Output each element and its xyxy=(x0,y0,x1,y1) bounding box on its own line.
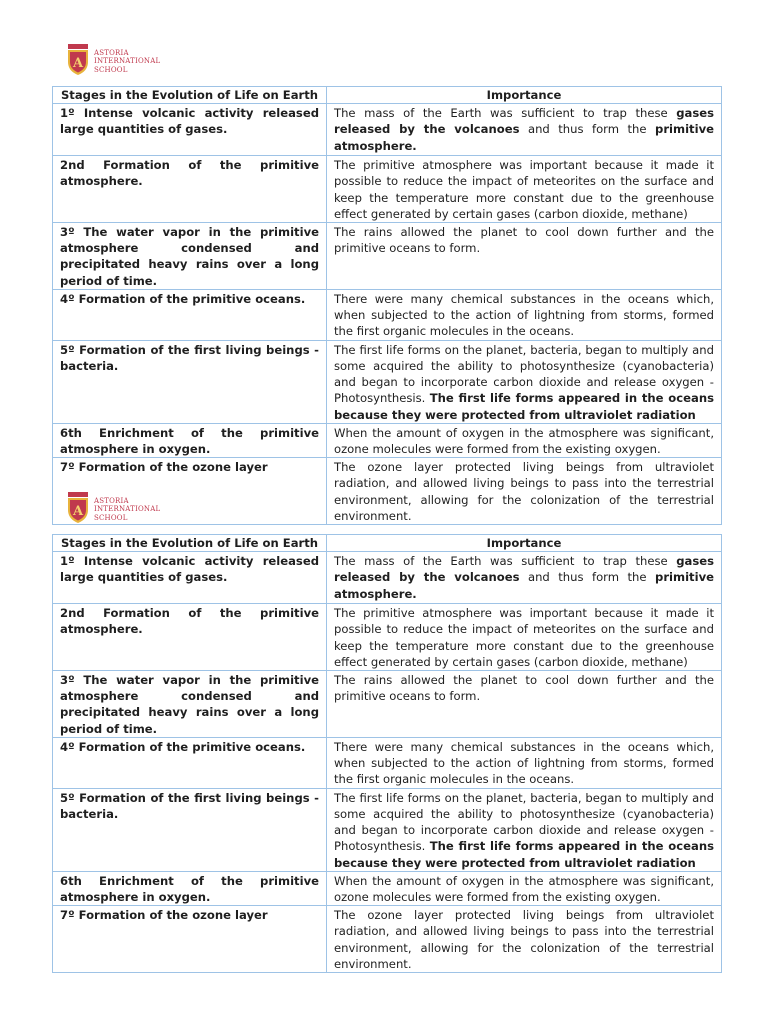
shield-icon xyxy=(66,44,90,76)
importance-cell xyxy=(327,737,722,788)
stage-cell: 4º Formation of the primitive oceans. xyxy=(53,289,327,340)
table-row xyxy=(53,906,722,973)
importance-text: The ozone layer protected living beings from ultraviolet radiation, and allowed living beings to pass into the terrestrial environment, allowing for the colonization of the terrestrial environment. xyxy=(334,908,714,971)
stages-header: Stages in the Evolution of Life on Earth xyxy=(53,87,327,104)
importance-cell xyxy=(327,340,722,423)
table-row xyxy=(53,737,722,788)
table-row xyxy=(53,104,722,156)
importance-cell xyxy=(327,871,722,905)
importance-text: and thus form the xyxy=(519,122,656,137)
table-row xyxy=(53,671,722,738)
importance-text: The primitive atmosphere was important because it made it possible to reduce the impact of meteorites on the surface and keep the temperature more constant due to the greenhouse effect generated by certain gases (carbon dioxide, methane) xyxy=(334,158,714,221)
importance-text: The first life forms on the planet, bacteria, began to multiply and some acquired the ability to photosynthesize (cyanobacteria) and began to incorporate carbon dioxide and release oxygen - Photosynthesis. xyxy=(334,790,714,854)
stage-cell: 3º The water vapor in the primitive atmosphere condensed and precipitated heavy rains over a long period of time. xyxy=(53,223,327,290)
evolution-table xyxy=(52,534,722,973)
school-name-line: SCHOOL xyxy=(94,65,128,74)
importance-cell xyxy=(327,104,722,156)
table-row xyxy=(53,423,722,457)
importance-cell xyxy=(327,906,722,973)
stage-cell: 5º Formation of the first living beings - bacteria. xyxy=(53,788,327,871)
table-row xyxy=(53,604,722,671)
importance-cell xyxy=(327,289,722,340)
stage-cell: 4º Formation of the primitive oceans. xyxy=(53,737,327,788)
importance-text: The mass of the Earth was sufficient to trap these xyxy=(334,554,677,569)
importance-text: There were many chemical substances in the oceans which, when subjected to the action of lightning from storms, formed the first organic molecules in the oceans. xyxy=(334,291,714,339)
importance-header: Importance xyxy=(327,87,722,104)
importance-text: When the amount of oxygen in the atmosphere was significant, ozone molecules were formed from the existing oxygen. xyxy=(334,425,714,457)
table-header-row xyxy=(53,535,722,552)
importance-cell xyxy=(327,458,722,525)
table-row xyxy=(53,788,722,871)
importance-cell xyxy=(327,671,722,738)
importance-cell xyxy=(327,223,722,290)
importance-emphasis: gases released by the volcanoes xyxy=(334,554,714,585)
importance-emphasis: primitive atmosphere. xyxy=(334,570,714,601)
stage-cell: 7º Formation of the ozone layer xyxy=(53,906,327,973)
logo-letter: A xyxy=(72,56,84,71)
table-row xyxy=(53,289,722,340)
importance-text: There were many chemical substances in the oceans which, when subjected to the action of lightning from storms, formed the first organic molecules in the oceans. xyxy=(334,739,714,787)
stage-cell: 7º Formation of the ozone layer xyxy=(53,458,327,525)
stage-cell: 1º Intense volcanic activity released large quantities of gases. xyxy=(53,552,327,604)
importance-text: The primitive atmosphere was important because it made it possible to reduce the impact of meteorites on the surface and keep the temperature more constant due to the greenhouse effect generated by certain gases (carbon dioxide, methane) xyxy=(334,606,714,669)
table-row xyxy=(53,156,722,223)
school-name-line: INTERNATIONAL xyxy=(94,57,161,66)
table-row xyxy=(53,552,722,604)
importance-cell xyxy=(327,552,722,604)
evolution-table xyxy=(52,86,722,525)
school-logo xyxy=(66,492,176,526)
importance-cell xyxy=(327,423,722,457)
importance-cell xyxy=(327,604,722,671)
importance-cell xyxy=(327,788,722,871)
logo-letter: A xyxy=(72,504,84,519)
school-logo xyxy=(66,44,176,78)
stage-cell: 2nd Formation of the primitive atmosphere. xyxy=(53,156,327,223)
importance-header: Importance xyxy=(327,535,722,552)
table-header-row xyxy=(53,87,722,104)
school-name xyxy=(94,49,160,74)
importance-text: The rains allowed the planet to cool down further and the primitive oceans to form. xyxy=(334,673,714,704)
school-name-line: ASTORIA xyxy=(94,49,129,57)
shield-icon xyxy=(66,492,90,524)
stages-header: Stages in the Evolution of Life on Earth xyxy=(53,535,327,552)
school-name-line: ASTORIA xyxy=(94,497,129,505)
school-name-line: SCHOOL xyxy=(94,513,128,522)
importance-cell xyxy=(327,156,722,223)
importance-emphasis: gases released by the volcanoes xyxy=(334,106,714,137)
importance-text: When the amount of oxygen in the atmosphere was significant, ozone molecules were formed from the existing oxygen. xyxy=(334,873,714,905)
importance-text: The mass of the Earth was sufficient to trap these xyxy=(334,106,677,121)
importance-text: The first life forms on the planet, bacteria, began to multiply and some acquired the ability to photosynthesize (cyanobacteria) and began to incorporate carbon dioxide and release oxygen - Photosynthesis. xyxy=(334,342,714,406)
stage-cell: 6th Enrichment of the primitive atmosphere in oxygen. xyxy=(53,423,327,457)
importance-emphasis: The first life forms appeared in the oceans because they were protected from ultraviolet radiation xyxy=(334,391,714,422)
importance-emphasis: primitive atmosphere. xyxy=(334,122,714,153)
school-name-line: INTERNATIONAL xyxy=(94,505,161,514)
importance-text: The ozone layer protected living beings from ultraviolet radiation, and allowed living beings to pass into the terrestrial environment, allowing for the colonization of the terrestrial environment. xyxy=(334,460,714,523)
stage-cell: 1º Intense volcanic activity released large quantities of gases. xyxy=(53,104,327,156)
importance-text: The rains allowed the planet to cool down further and the primitive oceans to form. xyxy=(334,225,714,256)
importance-text: and thus form the xyxy=(519,570,656,585)
stage-cell: 5º Formation of the first living beings - bacteria. xyxy=(53,340,327,423)
stage-cell: 2nd Formation of the primitive atmosphere. xyxy=(53,604,327,671)
stage-cell: 3º The water vapor in the primitive atmosphere condensed and precipitated heavy rains over a long period of time. xyxy=(53,671,327,738)
table-row xyxy=(53,223,722,290)
school-name xyxy=(94,497,160,522)
stage-cell: 6th Enrichment of the primitive atmosphere in oxygen. xyxy=(53,871,327,905)
table-row xyxy=(53,340,722,423)
importance-emphasis: The first life forms appeared in the oceans because they were protected from ultraviolet radiation xyxy=(334,839,714,870)
table-row xyxy=(53,871,722,905)
